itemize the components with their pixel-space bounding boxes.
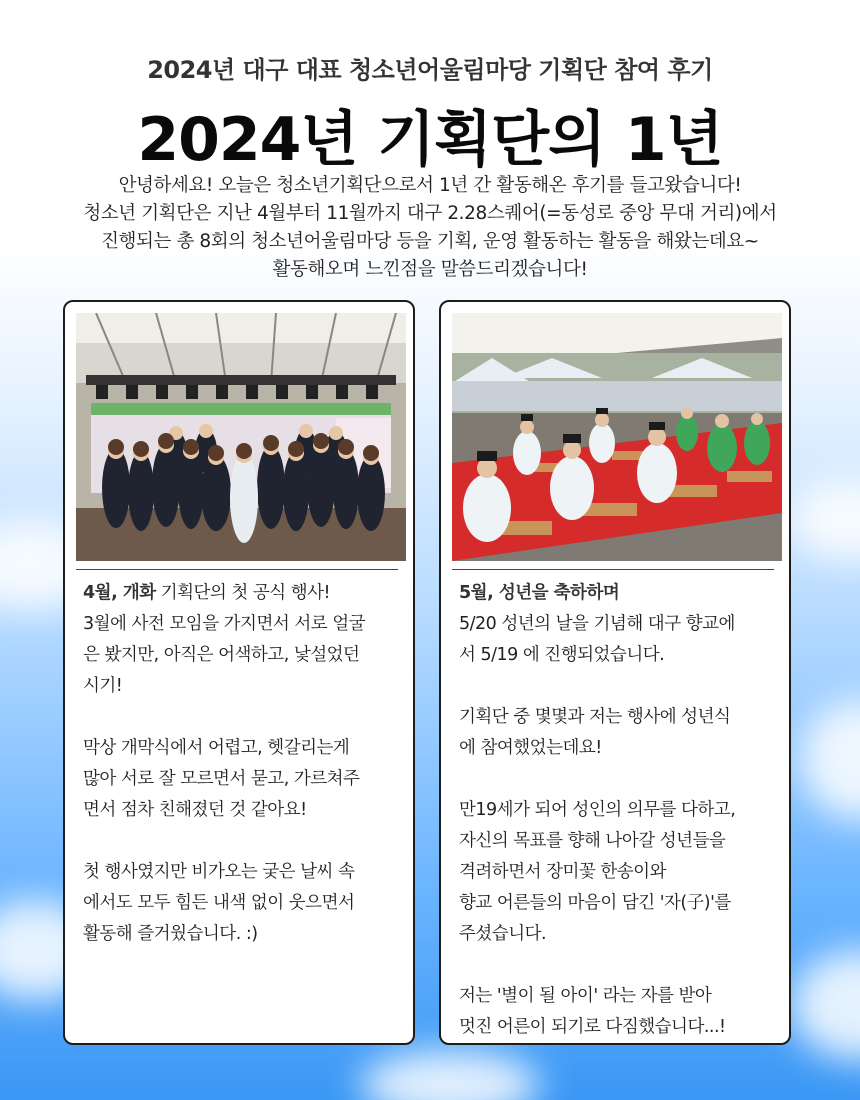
card-heading-rest: 기획단의 첫 공식 행사!	[155, 583, 331, 603]
opening-ceremony-group-photo	[76, 313, 406, 561]
card-text-line: 격려하면서 장미꽃 한송이와	[459, 862, 666, 882]
coming-of-age-ceremony-photo	[452, 313, 782, 561]
card-heading	[459, 578, 781, 609]
card-text-line: 5/20 성년의 날을 기념해 대구 향교에	[459, 614, 735, 634]
card-text-line: 첫 행사였지만 비가오는 궂은 날씨 속	[83, 862, 355, 882]
card-divider	[76, 569, 398, 570]
card-heading-bold: 4월, 개화	[83, 583, 156, 603]
card-text-line	[83, 826, 405, 857]
card-text-line: 활동해 즐거웠습니다. :)	[83, 924, 258, 944]
card-heading	[83, 578, 405, 609]
card-text-line: 기획단 중 몇몇과 저는 행사에 성년식	[459, 707, 731, 727]
intro-line: 안녕하세요! 오늘은 청소년기획단으로서 1년 간 활동해온 후기를 들고왔습니다!	[118, 175, 742, 196]
april-card-text	[83, 578, 405, 950]
card-text-line: 많아 서로 잘 모르면서 묻고, 가르쳐주	[83, 769, 360, 789]
card-text-line: 멋진 어른이 되기로 다짐했습니다...!	[459, 1017, 726, 1037]
cloud-decoration	[360, 1050, 540, 1100]
card-text-line: 은 봤지만, 아직은 어색하고, 낯설었던	[83, 645, 360, 665]
page-title: 2024년 기획단의 1년	[137, 105, 723, 175]
card-text-line: 향교 어른들의 마음이 담긴 '자(子)'를	[459, 893, 731, 913]
card-text-line	[459, 764, 781, 795]
page-subtitle: 2024년 대구 대표 청소년어울림마당 기획단 참여 후기	[147, 56, 713, 84]
intro-line: 청소년 기획단은 지난 4월부터 11월까지 대구 2.28스퀘어(=동성로 중앙 무대 거리)에서	[83, 203, 777, 224]
card-text-line: 서 5/19 에 진행되었습니다.	[459, 645, 665, 665]
card-text-line: 막상 개막식에서 어렵고, 헷갈리는게	[83, 738, 350, 758]
intro-line: 활동해오며 느낀점을 말씀드리겠습니다!	[272, 259, 588, 280]
card-text-line: 저는 '별이 될 아이' 라는 자를 받아	[459, 986, 712, 1006]
cloud-decoration	[790, 950, 860, 1060]
card-text-line: 에 참여했었는데요!	[459, 738, 602, 758]
card-text-line: 자신의 목표를 향해 나아갈 성년들을	[459, 831, 726, 851]
card-text-line: 3월에 사전 모임을 가지면서 서로 얼굴	[83, 614, 366, 634]
card-text-line	[459, 950, 781, 981]
intro-line: 진행되는 총 8회의 청소년어울림마당 등을 기획, 운영 활동하는 활동을 해왔는데요~	[101, 231, 759, 252]
card-text-line: 주셨습니다.	[459, 924, 547, 944]
cloud-decoration	[800, 700, 860, 820]
may-card-text	[459, 578, 781, 1043]
intro-paragraph	[40, 172, 820, 284]
may-card	[439, 300, 791, 1045]
card-divider	[452, 569, 774, 570]
card-text-line	[459, 671, 781, 702]
cloud-decoration	[790, 480, 860, 560]
card-text-line: 시기!	[83, 676, 123, 696]
card-text-line: 면서 점차 친해졌던 것 같아요!	[83, 800, 307, 820]
april-card	[63, 300, 415, 1045]
card-text-line: 에서도 모두 힘든 내색 없이 웃으면서	[83, 893, 355, 913]
card-text-line	[83, 702, 405, 733]
card-text-line: 만19세가 되어 성인의 의무를 다하고,	[459, 800, 736, 820]
card-heading-bold: 5월, 성년을 축하하며	[459, 583, 620, 603]
